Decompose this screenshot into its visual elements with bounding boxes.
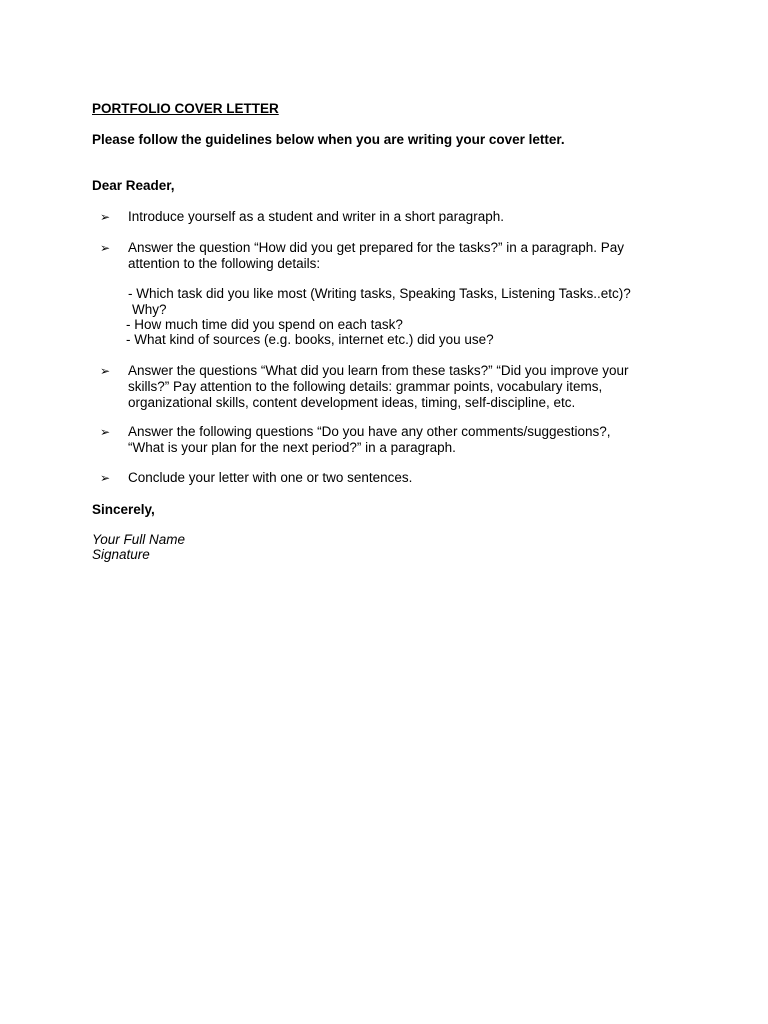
closing: Sincerely, [92, 502, 155, 517]
guideline-text: Please follow the guidelines below when you are writing your cover letter. [92, 132, 565, 147]
list-item-text: skills?” Pay attention to the following details: grammar points, vocabulary items, [128, 379, 603, 394]
sub-item: - How much time did you spend on each task? [126, 317, 403, 332]
list-item-text: “What is your plan for the next period?” in a paragraph. [128, 440, 456, 455]
list-item-text: Conclude your letter with one or two sentences. [128, 470, 413, 485]
list-item-text: Answer the question “How did you get prepared for the tasks?” in a paragraph. Pay [128, 240, 625, 255]
document-title: PORTFOLIO COVER LETTER [92, 101, 279, 116]
signature-label: Signature [92, 547, 150, 562]
sub-item: - Which task did you like most (Writing tasks, Speaking Tasks, Listening Tasks..etc)? [128, 286, 631, 301]
signature-name: Your Full Name [92, 532, 186, 547]
arrow-bullet-icon: ➢ [100, 364, 111, 378]
list-item-text: Introduce yourself as a student and writer in a short paragraph. [128, 209, 504, 224]
sub-item: - What kind of sources (e.g. books, internet etc.) did you use? [126, 332, 494, 347]
greeting: Dear Reader, [92, 178, 175, 193]
list-item-text: organizational skills, content development ideas, timing, self-discipline, etc. [128, 395, 576, 410]
arrow-bullet-icon: ➢ [100, 425, 111, 439]
list-item-text: Answer the questions “What did you learn from these tasks?” “Did you improve your [128, 363, 629, 378]
list-item-text: attention to the following details: [128, 256, 321, 271]
arrow-bullet-icon: ➢ [100, 241, 111, 255]
list-item-text: Answer the following questions “Do you have any other comments/suggestions?, [128, 424, 611, 439]
sub-item: Why? [132, 302, 167, 317]
arrow-bullet-icon: ➢ [100, 210, 111, 224]
arrow-bullet-icon: ➢ [100, 471, 111, 485]
